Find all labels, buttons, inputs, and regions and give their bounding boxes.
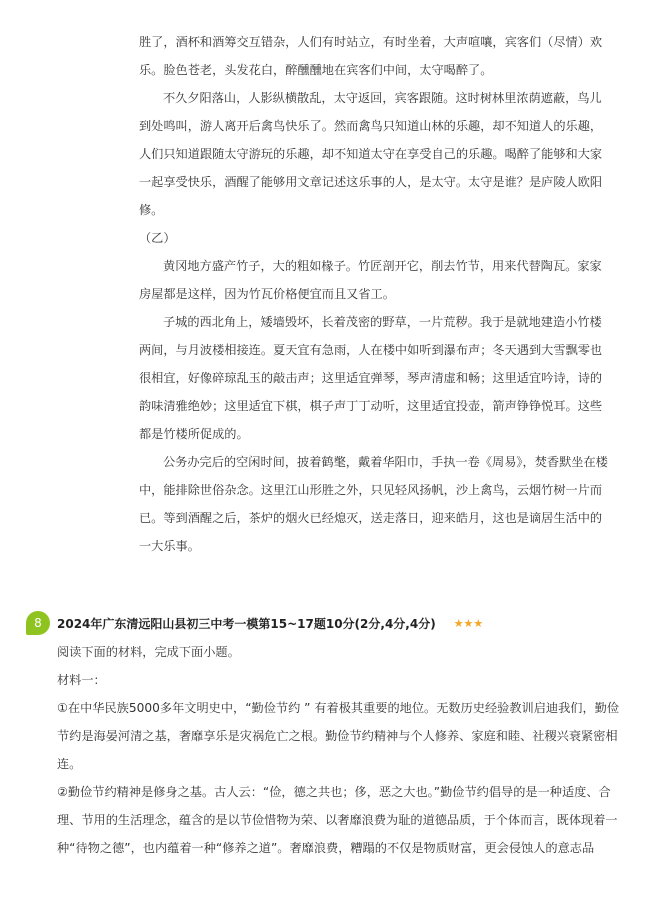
question-body <box>57 638 623 862</box>
question-header <box>26 610 626 636</box>
question-title[interactable]: 2024年广东清远阳山县初三中考一模第15~17题10分(2分,4分,4分) <box>57 616 436 631</box>
section-label-yi: （乙） <box>139 231 176 245</box>
passage-paragraph-4: 子城的西北角上，矮墙毁坏，长着茂密的野草，一片荒秽。我于是就地建造小竹楼两间，与月波楼相接连。夏天宜有急雨，人在楼中如听到瀑布声；冬天遇到大雪飘零也很相宜，好像碎琼乱玉的敲击声；这里适宜弹琴，琴声清虚和畅；这里适宜吟诗，诗的韵味清雅绝妙；这里适宜下棋，棋子声丁丁动听，这里适宜投壶，箭声铮铮悦耳。这些都是竹楼所促成的。 <box>139 315 603 441</box>
question-instruction: 阅读下面的材料，完成下面小题。 <box>57 645 240 659</box>
passage-paragraph-5: 公务办完后的空闲时间，披着鹤氅，戴着华阳巾，手执一卷《周易》，焚香默坐在楼中，能排除世俗杂念。这里江山形胜之外，只见轻风扬帆，沙上禽鸟，云烟竹树一片而已。等到酒醒之后，茶炉的烟火已经熄灭，送走落日，迎来皓月，这也是谪居生活中的一大乐事。 <box>139 455 608 553</box>
passage-paragraph-3: 黄冈地方盛产竹子，大的粗如椽子。竹匠剖开它，削去竹节，用来代替陶瓦。家家房屋都是这样，因为竹瓦价格便宜而且又省工。 <box>139 259 602 301</box>
difficulty-stars-icon: ★★★ <box>453 616 484 630</box>
translation-passage <box>139 28 609 560</box>
question-block <box>26 610 626 862</box>
passage-paragraph-1: 胜了，酒杯和酒筹交互错杂，人们有时站立，有时坐着，大声喧嚷，宾客们（尽情）欢乐。脸色苍老，头发花白，醉醺醺地在宾客们中间，太守喝醉了。 <box>139 35 603 77</box>
passage-paragraph-2: 不久夕阳落山，人影纵横散乱，太守返回，宾客跟随。这时树林里浓荫遮蔽，鸟儿到处鸣叫，游人离开后禽鸟快乐了。然而禽鸟只知道山林的乐趣，却不知道人的乐趣，人们只知道跟随太守游玩的乐趣，却不知道太守在享受自己的乐趣。喝醉了能够和大家一起享受快乐，酒醒了能够用文章记述这乐事的人，是太守。太守是谁？是庐陵人欧阳修。 <box>139 91 603 217</box>
material-paragraph-1: ①在中华民族5000多年文明史中，“勤俭节约 ” 有着极其重要的地位。无数历史经验教训启迪我们，勤俭节约是海晏河清之基，奢靡享乐是灾祸危亡之根。勤俭节约精神与个人修养、家庭和睦、社稷兴衰紧密相连。 <box>57 701 620 771</box>
material-label: 材料一： <box>57 673 106 687</box>
material-paragraph-2: ②勤俭节约精神是修身之基。古人云：“俭，德之共也；侈，恶之大也。”勤俭节约倡导的是一种适度、合理、节用的生活理念，蕴含的是以节俭惜物为荣、以奢靡浪费为耻的道德品质，于个体而言，既体现着一种“待物之德”，也内蕴着一种“修养之道”。奢靡浪费，糟蹋的不仅是物质财富，更会侵蚀人的意志品 <box>57 785 618 855</box>
question-number-badge: 8 <box>26 611 50 635</box>
